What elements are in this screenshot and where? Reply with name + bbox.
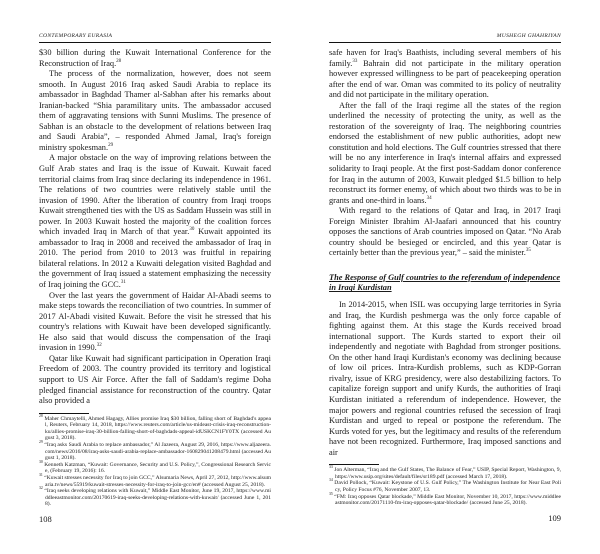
paragraph xyxy=(329,101,561,206)
footnote-number: 32 xyxy=(39,486,43,491)
footnote-number: 35 xyxy=(329,491,333,496)
footnote-ref: 30 xyxy=(189,227,195,233)
footnote-ref: 33 xyxy=(352,58,358,64)
paragraph-text: Kuwait appointed its ambassador to Iraq in 2008 and received the ambassador of Iraq in 2010. The period from 2010 to 2013 was fruitful in repairing bilateral relations. In 2012 a Kuwaiti delegation visited Baghdad and the government of Iraq issued a statement emphasizing the necessity of Iraq joining the GCC. xyxy=(39,227,271,290)
footnote xyxy=(39,459,271,478)
running-head: CONTEMPORARY EURASIA xyxy=(39,33,113,39)
paragraph xyxy=(39,291,271,354)
header-rule xyxy=(39,42,271,43)
paragraph xyxy=(39,354,271,407)
footnote-number: 30 xyxy=(39,459,43,464)
footnote-rule xyxy=(329,464,379,465)
paragraph-text: Over the last years the government of Haidar Al-Abadi seems to make steps towards the reconciliation of two countries. In summer of 2017 Al-Abadi visited Kuwait. Before the visit he stressed that his country's relations with Kuwait have been developed significantly. He also said that would discuss the compensation of the Iraqi invasion in 1990. xyxy=(39,290,271,353)
footnote-ref: 28 xyxy=(116,58,122,64)
paragraph-text: A major obstacle on the way of improving relations between the Gulf Arab states and Iraq is the issue of Kuwait. Kuwait faced territorial claims from Iraq since declaring its independence in 1961. The relations of two countries were relatively stable until the invasion of 1990. After the liberation of country from Iraqi troops Kuwait strengthened ties with the US as Saddam Hussein was still in power. In 2003 Kuwait hosted the majority of the coalition forces which invaded Iraq in March of that year. xyxy=(39,153,271,237)
footnote-text: David Pollock, “Kuwait: Keystone of U.S. Gulf Policy,” The Washington Institute for Near East Policy, Policy Focus #76, November 2007, 13. xyxy=(334,480,561,494)
right-page xyxy=(329,0,561,553)
footnotes xyxy=(39,413,271,508)
paragraph-text: In 2014-2015, when ISIL was occupying large territories in Syria and Iraq, the Kurdish peshmerga was the only force capable of fighting against them. At this stage the Kurds received broad international support. The Kurds started to export their oil independently and negotiate with Baghdad from stronger positions. On the other hand Iraqi Kurdistan's economy was declining because of low oil prices. Intra-Kurdish problems, such as KDP-Gorran rivalry, issue of KRG presidency, were also destabilizing factors. To capitalize foreign support and unify Kurds, the authorities of Iraqi Kurdistan initiated a referendum of independence. However, the major powers and regional countries refused the secession of Iraqi Kurdistan and urged to repeal or postpone the referendum. The Kurds voted for yes, but the legitimacy and results of the referendum have not been recognized. Furthermore, Iraq imposed sanctions and air xyxy=(329,300,561,457)
footnote-text: “Iraq seeks developing relations with Kuwait,” Middle East Monitor, June 19, 2017, https://www.middleeastmonitor.com/20170619-iraq-seeks-developing-relations-with-kuwait/ (accessed June 1, 2018). xyxy=(44,488,271,508)
paragraph-text: Qatar like Kuwait had significant participation in Operation Iraqi Freedom of 2003. The country provided its territory and logistical support to US Air Force. After the fall of Saddam's regime Doha pledged financial assistance for reconstruction of the country. Qatar also provided a xyxy=(39,353,271,406)
page-number: 109 xyxy=(548,512,561,523)
footnote-text: “Iraq asks Saudi Arabia to replace ambassador,” Al Jazeera, August 29, 2016, https://www.aljazeera.com/news/2016/08/iraq-asks-saudi-arabia-replace-ambassador-160829041208479.html (accessed August 1, 2018). xyxy=(44,441,271,462)
footnote-number: 29 xyxy=(39,440,43,445)
footnote xyxy=(39,488,271,508)
footnotes xyxy=(329,467,561,507)
paragraph xyxy=(39,69,271,153)
body-text xyxy=(39,48,271,407)
footnote-rule xyxy=(39,413,89,414)
footnote-number: 31 xyxy=(39,473,43,478)
header-rule xyxy=(329,42,561,43)
paragraphs-before xyxy=(329,48,561,259)
paragraph-text: safe haven for Iraq's Baathists, including several members of his family. xyxy=(329,48,561,68)
footnote xyxy=(329,480,561,493)
running-head: MUSHEGH GHAHRIYAN xyxy=(496,33,561,39)
footnote-text: Maher Chmaytelli, Ahmed Hagagy, Allies promise Iraq $30 billion, falling short of Baghdad's appeal, Reuters, February 14, 2018, https://www.reuters.com/article/us-mideast-crisis-iraq-reconstruction-ku/allies-promise-iraq-30-billion-falling-short-of-baghdads-appeal-idUSKCN1FY0TX (accessed August 3, 2018). xyxy=(44,415,271,442)
footnote xyxy=(329,467,561,480)
footnote-number: 33 xyxy=(329,465,333,470)
paragraph-text: After the fall of the Iraqi regime all the states of the region underlined the necessity of protecting the unity, as well as the restoration of the sovereignty of Iraq. The neighboring countries endorsed the establishment of new public authorities, adopt new constitution and hold elections. The Gulf countries stressed that there will be no any interference in Iraq's internal affairs and expressed solidarity to Iraqi people. At the first post-Saddam donor conference for Iraq in the autumn of 2003, Kuwait pledged $1.5 billion to help reconstruct its former enemy, of which about two thirds was to be in grants and one-third in loans. xyxy=(329,100,561,205)
footnote xyxy=(329,491,561,507)
section-heading: The Response of Gulf countries to the referendum of independence in Iraqi Kurdistan xyxy=(329,272,561,293)
footnote-ref: 34 xyxy=(426,195,432,201)
footnote-text: “Kuwait stresses necessity for Iraq to join GCC,” Alsumaria News, April 27, 2012, http://www.alsumaria.tv/news/55919/kuwait-stresses-necessity-for-iraq-to-join-gcc/en# (accessed August 25, 2018). xyxy=(44,474,271,488)
footnote-text: “FM: Iraq opposes Qatar blockade,” Middle East Monitor, November 10, 2017, https://www.middleeastmonitor.com/20171110-fm-iraq-opposes-qatar-blockade/ (accessed June 25, 2018). xyxy=(334,493,561,507)
paragraphs-after xyxy=(329,300,561,458)
footnote-number: 34 xyxy=(329,478,333,483)
footnote-text: Jon Alterman, “Iraq and the Gulf States, The Balance of Fear,” USIP, Special Report, Washington, 9, https://www.usip.org/sites/default/files/sr189.pdf (accessed March 17, 2018). xyxy=(334,467,561,480)
footnote-number: 28 xyxy=(39,413,43,418)
footnote xyxy=(39,442,271,462)
paragraph xyxy=(39,153,271,290)
footnote xyxy=(39,473,271,491)
paragraph-text: Bahrain did not participate in the military operation however expressed willingness to be part of peacekeeping operation after the end of war. Oman was commited to its policy of neutrality and did not participate in the military operation. xyxy=(329,58,561,100)
paragraph xyxy=(329,48,561,101)
paragraph-text: $30 billion during the Kuwait International Conference for the Reconstruction of Iraq. xyxy=(39,48,271,68)
paragraph xyxy=(329,300,561,458)
footnote-ref: 35 xyxy=(525,248,531,254)
footnote xyxy=(39,413,271,445)
left-page xyxy=(39,0,271,554)
paragraph xyxy=(329,206,561,259)
paragraph xyxy=(39,48,271,69)
footnote-ref: 31 xyxy=(120,280,126,286)
footnote-ref: 29 xyxy=(108,143,114,149)
footnote-text: Kenneth Katzman, “Kuwait: Governance, Security and U.S. Policy,”, Congressional Research Service, (February 19, 2016): 16. xyxy=(44,461,271,475)
paragraph-text: With regard to the relations of Qatar and Iraq, in 2017 Iraqi Foreign Minister Ibrahim Al-Jaafari announced that his country opposes the sanctions of Arab countries imposed on Qatar. “No Arab country should be besieged or encircled, and this year Qatar is certainly better than the previous year,” – said the minister. xyxy=(329,206,561,258)
page-number: 108 xyxy=(39,513,52,524)
footnote-ref: 32 xyxy=(96,343,102,349)
body-text xyxy=(329,48,561,458)
paragraph-text: The process of the normalization, however, does not seem smooth. In August 2016 Iraq asked Saudi Arabia to replace its ambassador in Baghdad Thamer al-Sabhan after his remarks about Iranian-backed “Shia paramilitary units. The ambassador accused them of aggravating tensions with Sunni Muslims. The presence of Sabhan is an obstacle to the development of relations between Iraq and Saudi Arabia”, – responded Ahmed Jamal, Iraq's foreign ministry spokesman. xyxy=(39,69,271,152)
